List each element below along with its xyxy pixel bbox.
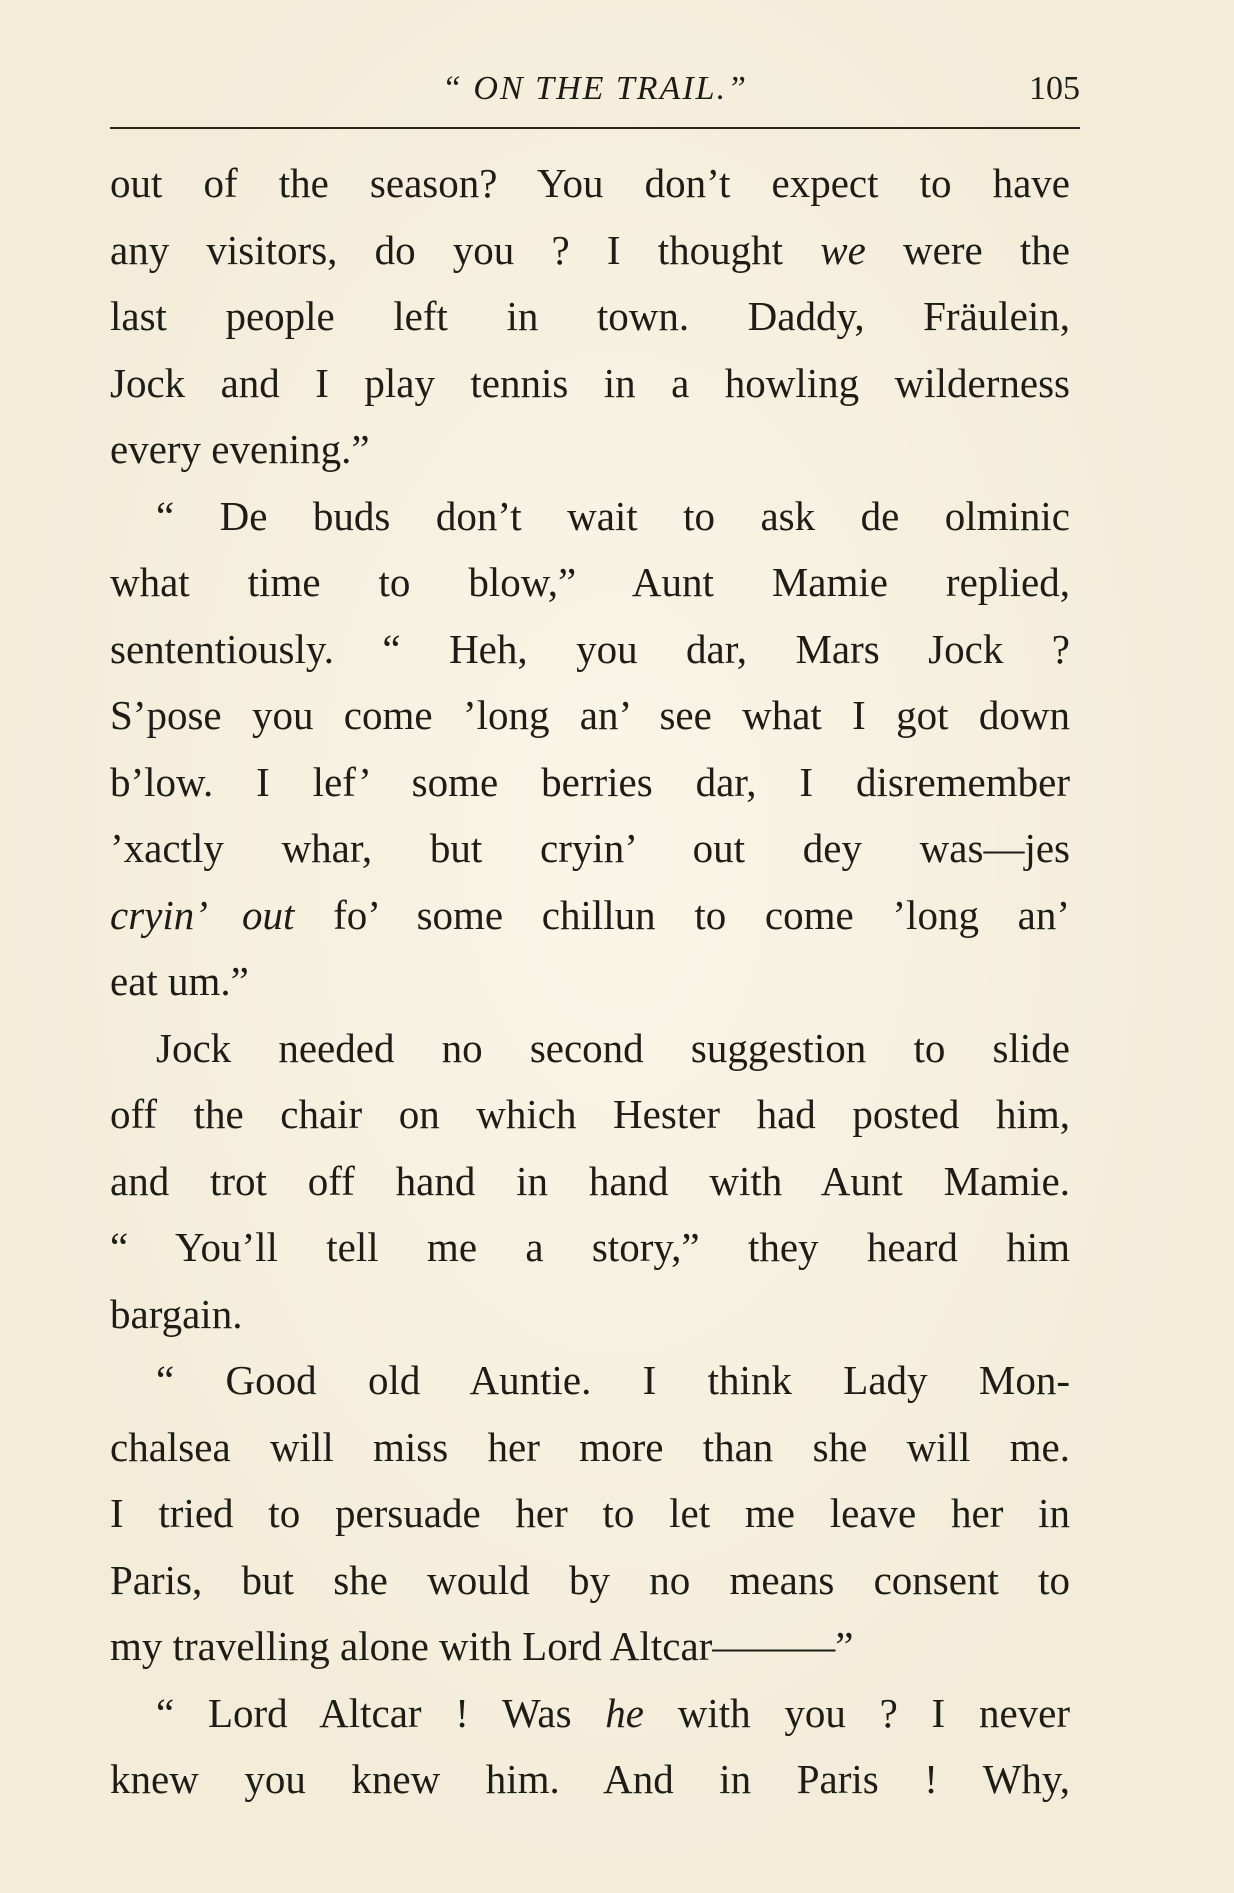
text-line: what time to blow,” Aunt Mamie replied, [110, 559, 1070, 605]
italic-emphasis: we [820, 226, 866, 273]
text-segment: fo’ some chillun to come ’long an’ [294, 891, 1070, 938]
text-line: Jock and I play tennis in a howling wilderness [110, 359, 1070, 406]
text-line: “ You’ll tell me a story,” they heard him [110, 1224, 1070, 1270]
text-line: Jock needed no second suggestion to slide [156, 1024, 1070, 1071]
text-line: ’xactly whar, but cryin’ out dey was—jes [110, 825, 1070, 871]
text-line [110, 1680, 1070, 1747]
text-line: I tried to persuade her to let me leave her in [110, 1490, 1070, 1536]
text-line: out of the season? You don’t expect to have [110, 160, 1070, 206]
body-text [110, 150, 1070, 1813]
text-line: off the chair on which Hester had posted him, [110, 1091, 1070, 1137]
text-segment: were the [865, 226, 1070, 273]
text-line: last people left in town. Daddy, Fräulein, [110, 293, 1070, 339]
italic-emphasis: he [605, 1689, 644, 1736]
text-line: sententiously. “ Heh, you dar, Mars Jock ? [110, 625, 1070, 672]
text-line: and trot off hand in hand with Aunt Mamie. [110, 1157, 1070, 1204]
text-segment: any visitors, do you ? I thought [110, 226, 821, 273]
text-line: knew you knew him. And in Paris ! Why, [110, 1756, 1070, 1802]
text-line: chalsea will miss her more than she will me. [110, 1423, 1070, 1470]
page-number: 105 [1029, 70, 1080, 107]
text-segment: “ Lord Altcar ! Was [156, 1689, 606, 1736]
running-title: “ ON THE TRAIL.” [442, 70, 748, 107]
text-line: Paris, but she would by no means consent to [110, 1556, 1070, 1603]
text-line: “ Good old Auntie. I think Lady Mon- [156, 1357, 1070, 1403]
text-line: my travelling alone with Lord Altcar———” [110, 1623, 854, 1669]
text-line: “ De buds don’t wait to ask de olminic [156, 492, 1070, 539]
text-line: eat um.” [110, 958, 249, 1004]
text-segment: with you ? I never [643, 1689, 1070, 1736]
text-line: S’pose you come ’long an’ see what I got down [110, 692, 1070, 738]
text-line [110, 217, 1070, 284]
text-line: every evening.” [110, 426, 370, 472]
text-line: b’low. I lef’ some berries dar, I disremember [110, 758, 1070, 805]
header-rule [110, 127, 1080, 129]
text-line [110, 882, 1070, 949]
running-head [110, 70, 1080, 120]
italic-emphasis: cryin’ out [110, 891, 295, 938]
text-line: bargain. [110, 1290, 243, 1337]
